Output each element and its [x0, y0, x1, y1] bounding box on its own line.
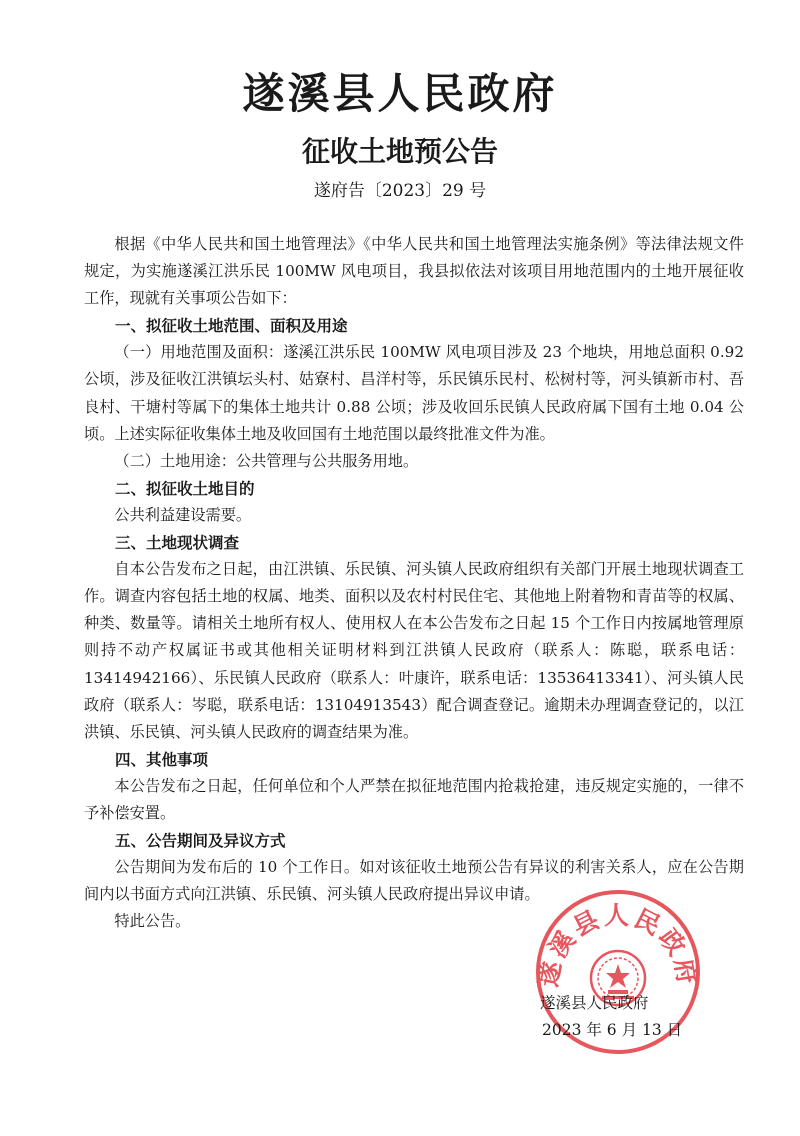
section-heading: 三、土地现状调查 — [115, 533, 240, 553]
document-number: 遂府告〔2023〕29 号 — [313, 181, 487, 201]
section-paragraph: 公告期间为发布后的 10 个工作日。如对该征收土地预公告有异议的利害关系人，应在公告期间内以书面方式向江洪镇、乐民镇、河头镇人民政府提出异议申请。 — [84, 858, 744, 904]
section-heading: 一、拟征收土地范围、面积及用途 — [115, 316, 348, 336]
section-heading: 二、拟征收土地目的 — [115, 478, 255, 498]
section-paragraph: （一）用地范围及面积：遂溪江洪乐民 100MW 风电项目涉及 23 个地块，用地总面积 0.92 公顷，涉及征收江洪镇坛头村、姑寮村、昌洋村等，乐民镇乐民村、松树村等，河头镇新市村、吾良村、干塘村等属下的集体土地共计 0.88 公顷；涉及收回乐民镇人民政府属下国有土地 0.04 公顷。上述实际征收集体土地及收回国有土地范围以最终批准文件为准。 — [84, 343, 744, 443]
section-heading: 五、公告期间及异议方式 — [115, 831, 286, 851]
signature-date: 2023 年 6 月 13 日 — [542, 1021, 683, 1039]
section-paragraph: （二）土地用途：公共管理与公共服务用地。 — [114, 451, 419, 470]
intro-paragraph: 根据《中华人民共和国土地管理法》《中华人民共和国土地管理法实施条例》等法律法规文件规定，为实施遂溪江洪乐民 100MW 风电项目，我县拟依法对该项目用地范围内的土地开展征收工作，现就有关事项公告如下： — [84, 235, 744, 308]
section-paragraph: 公共利益建设需要。 — [114, 505, 252, 524]
section-heading: 四、其他事项 — [115, 749, 209, 769]
issuing-organization-title: 遂溪县人民政府 — [242, 69, 558, 118]
signature-organization: 遂溪县人民政府 — [540, 994, 649, 1012]
seal-arc-text: 遂溪县人民政府 — [534, 901, 702, 989]
signature-block — [528, 990, 728, 1044]
document-body — [84, 231, 744, 935]
section-paragraph: 本公告发布之日起，任何单位和个人严禁在拟征地范围内抢栽抢建，违反规定实施的，一律不予补偿安置。 — [84, 776, 744, 822]
closing-paragraph: 特此公告。 — [114, 912, 191, 931]
section-paragraph: 自本公告发布之日起，由江洪镇、乐民镇、河头镇人民政府组织有关部门开展土地现状调查工作。调查内容包括土地的权属、地类、面积以及农村村民住宅、其他地上附着物和青苗等的权属、种类、数量等。请相关土地所有权人、使用权人在本公告发布之日起 15 个工作日内按属地管理原则持不动产权属证书或其他相关证明材料到江洪镇人民政府（联系人：陈聪，联系电话：13414942166）、乐民镇人民政府（联系人：叶康许，联系电话：13536413341）、河头镇人民政府（联系人：岑聪，联系电话：13104913543）配合调查登记。逾期未办理调查登记的，以江洪镇、乐民镇、河头镇人民政府的调查结果为准。 — [84, 560, 744, 741]
document-title: 征收土地预公告 — [301, 135, 498, 168]
